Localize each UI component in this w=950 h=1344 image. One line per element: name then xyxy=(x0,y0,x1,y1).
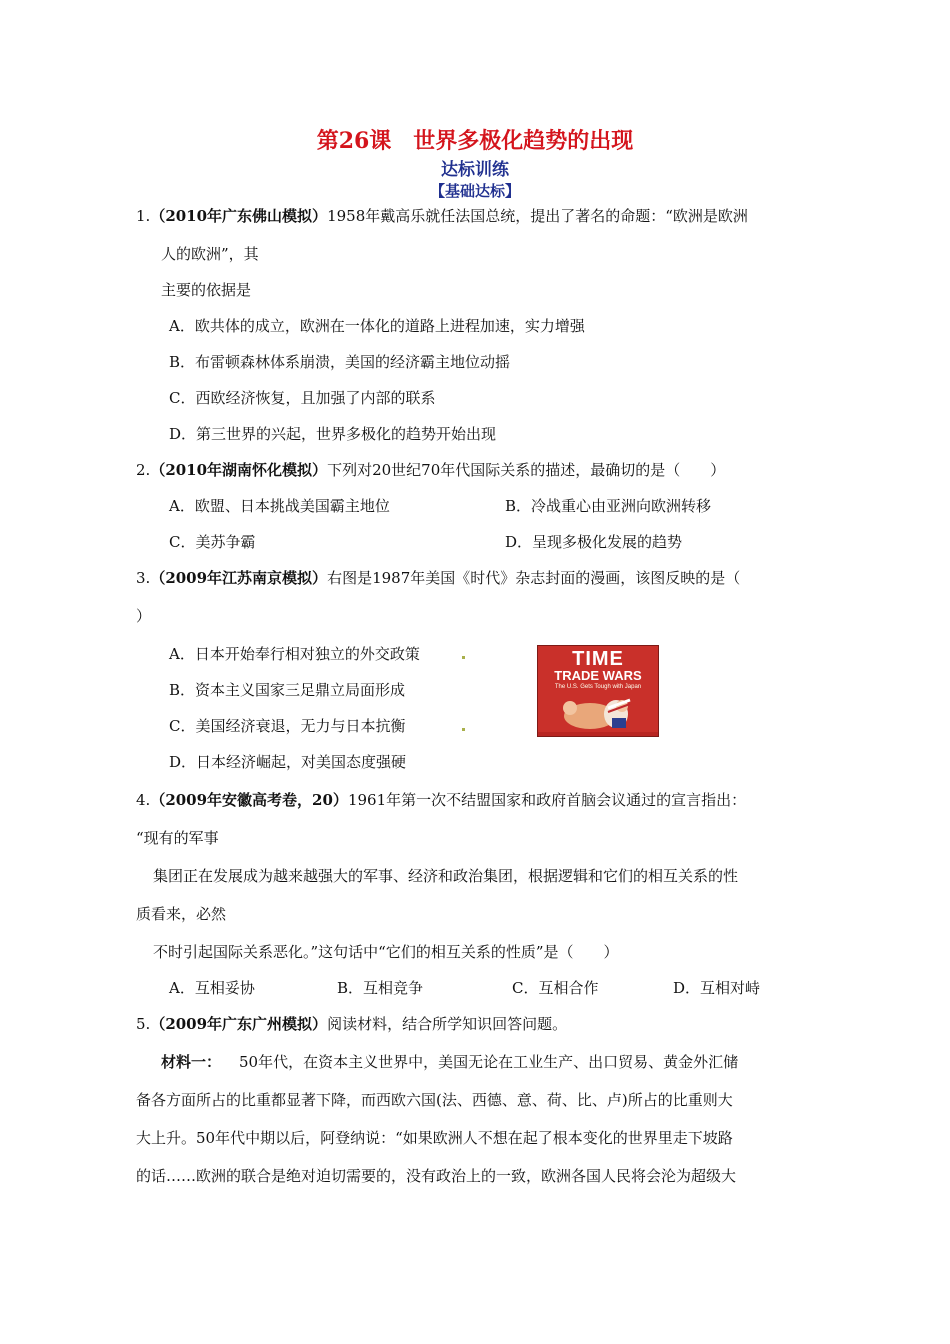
question-1-text-line3: 主要的依据是 xyxy=(161,281,252,299)
cover-masthead: TIME xyxy=(572,648,624,670)
q1-option-d: D．第三世界的兴起，世界多极化的趋势开始出现 xyxy=(169,425,497,443)
q1-option-b: B．布雷顿森林体系崩溃，美国的经济霸主地位动摇 xyxy=(169,353,511,371)
question-source: （2009年广东广州模拟） xyxy=(150,1015,328,1033)
cover-headline: TRADE WARS xyxy=(554,668,642,683)
time-magazine-cover-image xyxy=(537,645,659,737)
q2-option-d: D．呈现多极化发展的趋势 xyxy=(505,533,683,551)
section-heading: 【基础达标】 xyxy=(429,182,520,200)
q4-option-d: D．互相对峙 xyxy=(673,979,761,997)
q1-option-a: A．欧共体的成立，欧洲在一体化的道路上进程加速，实力增强 xyxy=(169,317,585,335)
question-text: 阅读材料，结合所学知识回答问题。 xyxy=(327,1015,568,1033)
material-1-line3: 大上升。50年代中期以后，阿登纳说：“如果欧洲人不想在起了根本变化的世界里走下坡路 xyxy=(136,1129,733,1147)
question-2-stem xyxy=(136,460,725,480)
q4-option-a: A．互相妥协 xyxy=(169,979,255,997)
question-3-text-line2: ） xyxy=(136,607,152,625)
material-1-line4: 的话……欧洲的联合是绝对迫切需要的，没有政治上的一致，欧洲各国人民将会沦为超级大 xyxy=(136,1167,737,1185)
question-number: 5. xyxy=(136,1015,151,1033)
question-text: 下列对20世纪70年代国际关系的描述，最确切的是（ ） xyxy=(327,461,726,479)
question-text: 1961年第一次不结盟国家和政府首脑会议通过的宣言指出： xyxy=(347,791,747,809)
page-title: 第26课 世界多极化趋势的出现 xyxy=(316,128,634,154)
q1-option-c: C．西欧经济恢复，且加强了内部的联系 xyxy=(169,389,436,407)
scan-speck xyxy=(462,728,465,731)
cover-tagline: The U.S. Gets Tough with Japan xyxy=(554,684,642,690)
question-number: 3. xyxy=(136,569,151,587)
q4-option-c: C．互相合作 xyxy=(512,979,599,997)
question-3-stem xyxy=(136,568,740,588)
question-text: 右图是1987年美国《时代》杂志封面的漫画，该图反映的是（ xyxy=(327,569,741,587)
cover-cartoon-art xyxy=(538,692,658,736)
question-source: （2010年广东佛山模拟） xyxy=(150,207,328,225)
question-1-text-line2: 人的欧洲”，其 xyxy=(161,245,259,263)
q2-option-b: B．冷战重心由亚洲向欧洲转移 xyxy=(505,497,712,515)
material-1-line2: 备各方面所占的比重都显著下降，而西欧六国(法、西德、意、荷、比、卢)所占的比重则大 xyxy=(136,1091,733,1109)
scan-speck xyxy=(462,656,465,659)
question-source: （2009年安徽高考卷，20） xyxy=(150,791,348,809)
question-4-text-line2: “现有的军事 xyxy=(136,829,219,847)
question-4-text-line4: 质看来，必然 xyxy=(136,905,227,923)
material-1-line1 xyxy=(161,1052,738,1072)
question-4-stem xyxy=(136,790,746,810)
question-number: 4. xyxy=(136,791,151,809)
q3-option-d: D．日本经济崛起，对美国态度强硬 xyxy=(169,753,407,771)
question-text: 1958年戴高乐就任法国总统，提出了著名的命题：“欧洲是欧洲 xyxy=(327,207,748,225)
question-4-text-line5: 不时引起国际关系恶化。”这句话中“它们的相互关系的性质”是（ ） xyxy=(153,943,619,961)
question-source: （2009年江苏南京模拟） xyxy=(150,569,328,587)
q2-option-c: C．美苏争霸 xyxy=(169,533,256,551)
q3-option-b: B．资本主义国家三足鼎立局面形成 xyxy=(169,681,406,699)
q3-option-c: C．美国经济衰退，无力与日本抗衡 xyxy=(169,717,406,735)
material-label: 材料一： xyxy=(161,1053,222,1071)
question-1-stem xyxy=(136,206,748,226)
material-text: 50年代，在资本主义世界中，美国无论在工业生产、出口贸易、黄金外汇储 xyxy=(239,1053,739,1071)
question-number: 1. xyxy=(136,207,151,225)
page-subtitle: 达标训练 xyxy=(441,160,509,180)
question-4-text-line3: 集团正在发展成为越来越强大的军事、经济和政治集团，根据逻辑和它们的相互关系的性 xyxy=(153,867,739,885)
q2-option-a: A．欧盟、日本挑战美国霸主地位 xyxy=(169,497,390,515)
q3-option-a: A．日本开始奉行相对独立的外交政策 xyxy=(169,645,420,663)
question-5-stem xyxy=(136,1014,567,1034)
q4-option-b: B．互相竞争 xyxy=(337,979,424,997)
question-number: 2. xyxy=(136,461,151,479)
question-source: （2010年湖南怀化模拟） xyxy=(150,461,328,479)
